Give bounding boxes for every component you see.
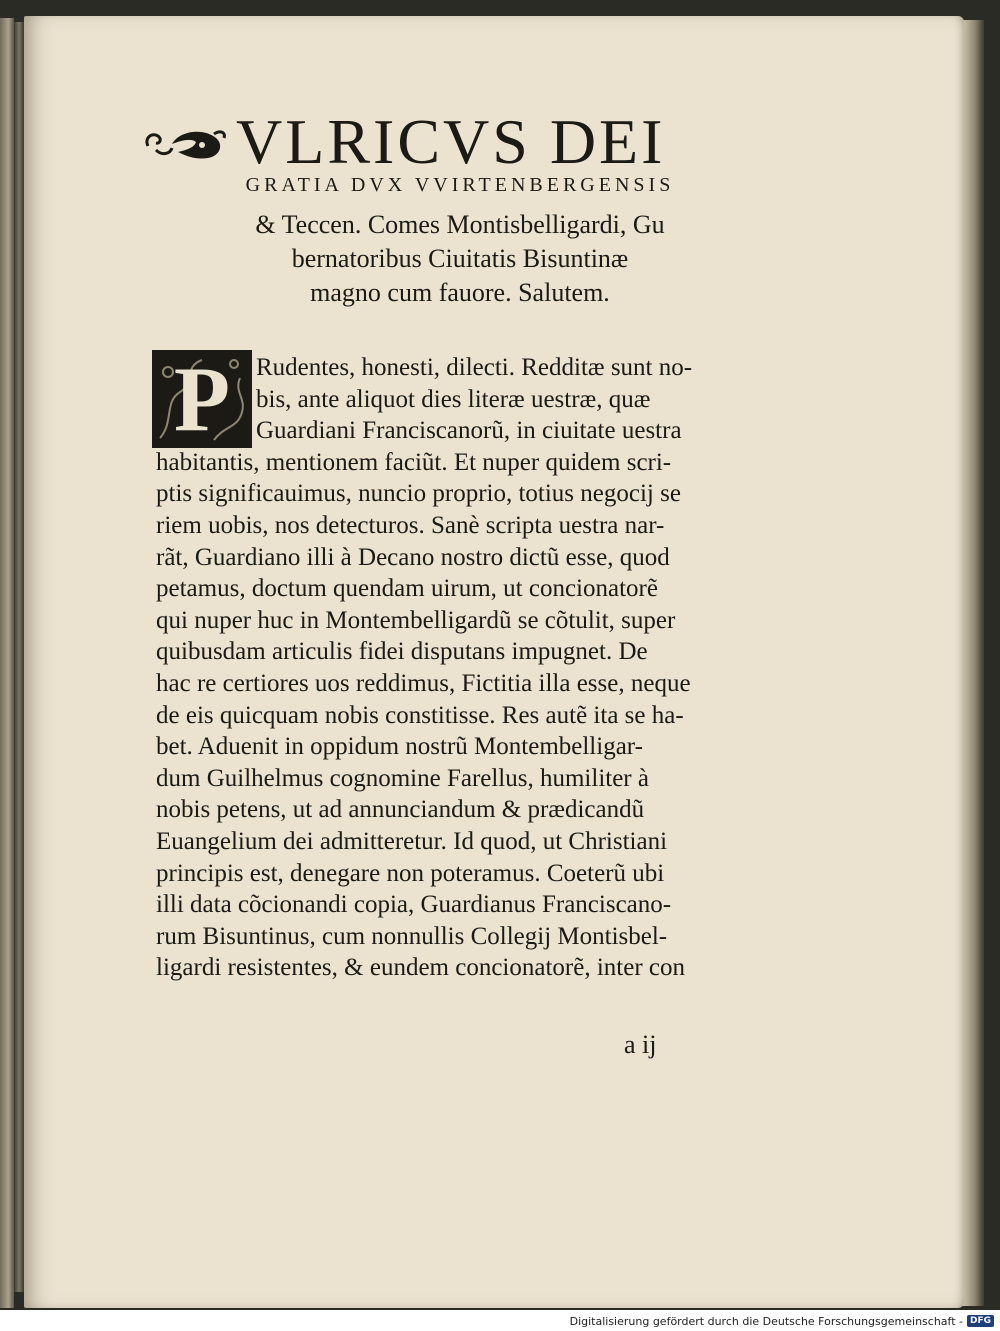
- text-line: rum Bisuntinus, cum nonnullis Collegij Montisbel-: [156, 922, 668, 950]
- text-line: Rudentes, honesti, dilecti. Redditæ sunt no-: [256, 354, 693, 381]
- text-line: bis, ante aliquot dies literæ uestræ, quæ: [256, 385, 651, 413]
- text-line: nobis petens, ut ad annunciandum & prædicandũ: [156, 796, 645, 824]
- footer-credit: [570, 1312, 994, 1330]
- text-line: ptis significauimus, nuncio proprio, totius negocij se: [156, 480, 681, 508]
- facing-page-edge: [0, 18, 14, 1308]
- text-line: habitantis, mentionem faciũt. Et nuper quidem scri-: [156, 448, 672, 476]
- footer-text: Digitalisierung gefördert durch die Deutsche Forschungsgemeinschaft -: [569, 1314, 963, 1328]
- dfg-logo: DFG: [967, 1315, 994, 1327]
- text-line: Guardiani Franciscanorũ, in ciuitate uestra: [256, 417, 682, 445]
- book-binding: [14, 22, 24, 1292]
- text-line: quibusdam articulis fidei disputans impugnet. De: [156, 638, 648, 666]
- text-line: ligardi resistentes, & eundem concionatorẽ, inter con: [156, 954, 685, 982]
- text-line: bet. Aduenit in oppidum nostrũ Montembelligar-: [156, 733, 643, 761]
- initial-letter: P: [173, 348, 231, 450]
- text-line: qui nuper huc in Montembelligardũ se cõtulit, super: [156, 606, 676, 634]
- signature-mark: a ij: [624, 1030, 657, 1059]
- body-text: [156, 348, 776, 984]
- text-line: de eis quicquam nobis constitisse. Res autẽ ita se ha-: [156, 701, 684, 729]
- text-line: Euangelium dei admitteretur. Id quod, ut Christiani: [156, 827, 668, 855]
- title-heading: VLRICVS DEI: [236, 106, 666, 177]
- title-block: [142, 102, 762, 182]
- subtitle-line: GRATIA DVX VVIRTENBERGENSIS: [245, 174, 675, 196]
- text-line: hac re certiores uos reddimus, Fictitia illa esse, neque: [156, 669, 691, 697]
- text-line: rãt, Guardiano illi à Decano nostro dictũ esse, quod: [156, 543, 670, 571]
- text-line: principis est, denegare non poteramus. Coeterũ ubi: [156, 859, 665, 887]
- address-line: bernatoribus Ciuitatis Bisuntinæ: [291, 244, 629, 273]
- text-line: illi data cõcionandi copia, Guardianus Franciscano-: [156, 891, 672, 919]
- page-stack-edge: [962, 20, 984, 1306]
- address-line: magno cum fauore. Salutem.: [310, 278, 610, 307]
- text-line: petamus, doctum quendam uirum, ut concionatorẽ: [156, 575, 658, 603]
- text-line: riem uobis, nos detecturos. Sanè scripta uestra nar-: [156, 511, 665, 539]
- text-line: dum Guilhelmus cognomine Farellus, humiliter à: [156, 764, 649, 792]
- address-line: & Teccen. Comes Montisbelligardi, Gu: [255, 210, 665, 239]
- fleuron-ornament-icon: [142, 112, 228, 172]
